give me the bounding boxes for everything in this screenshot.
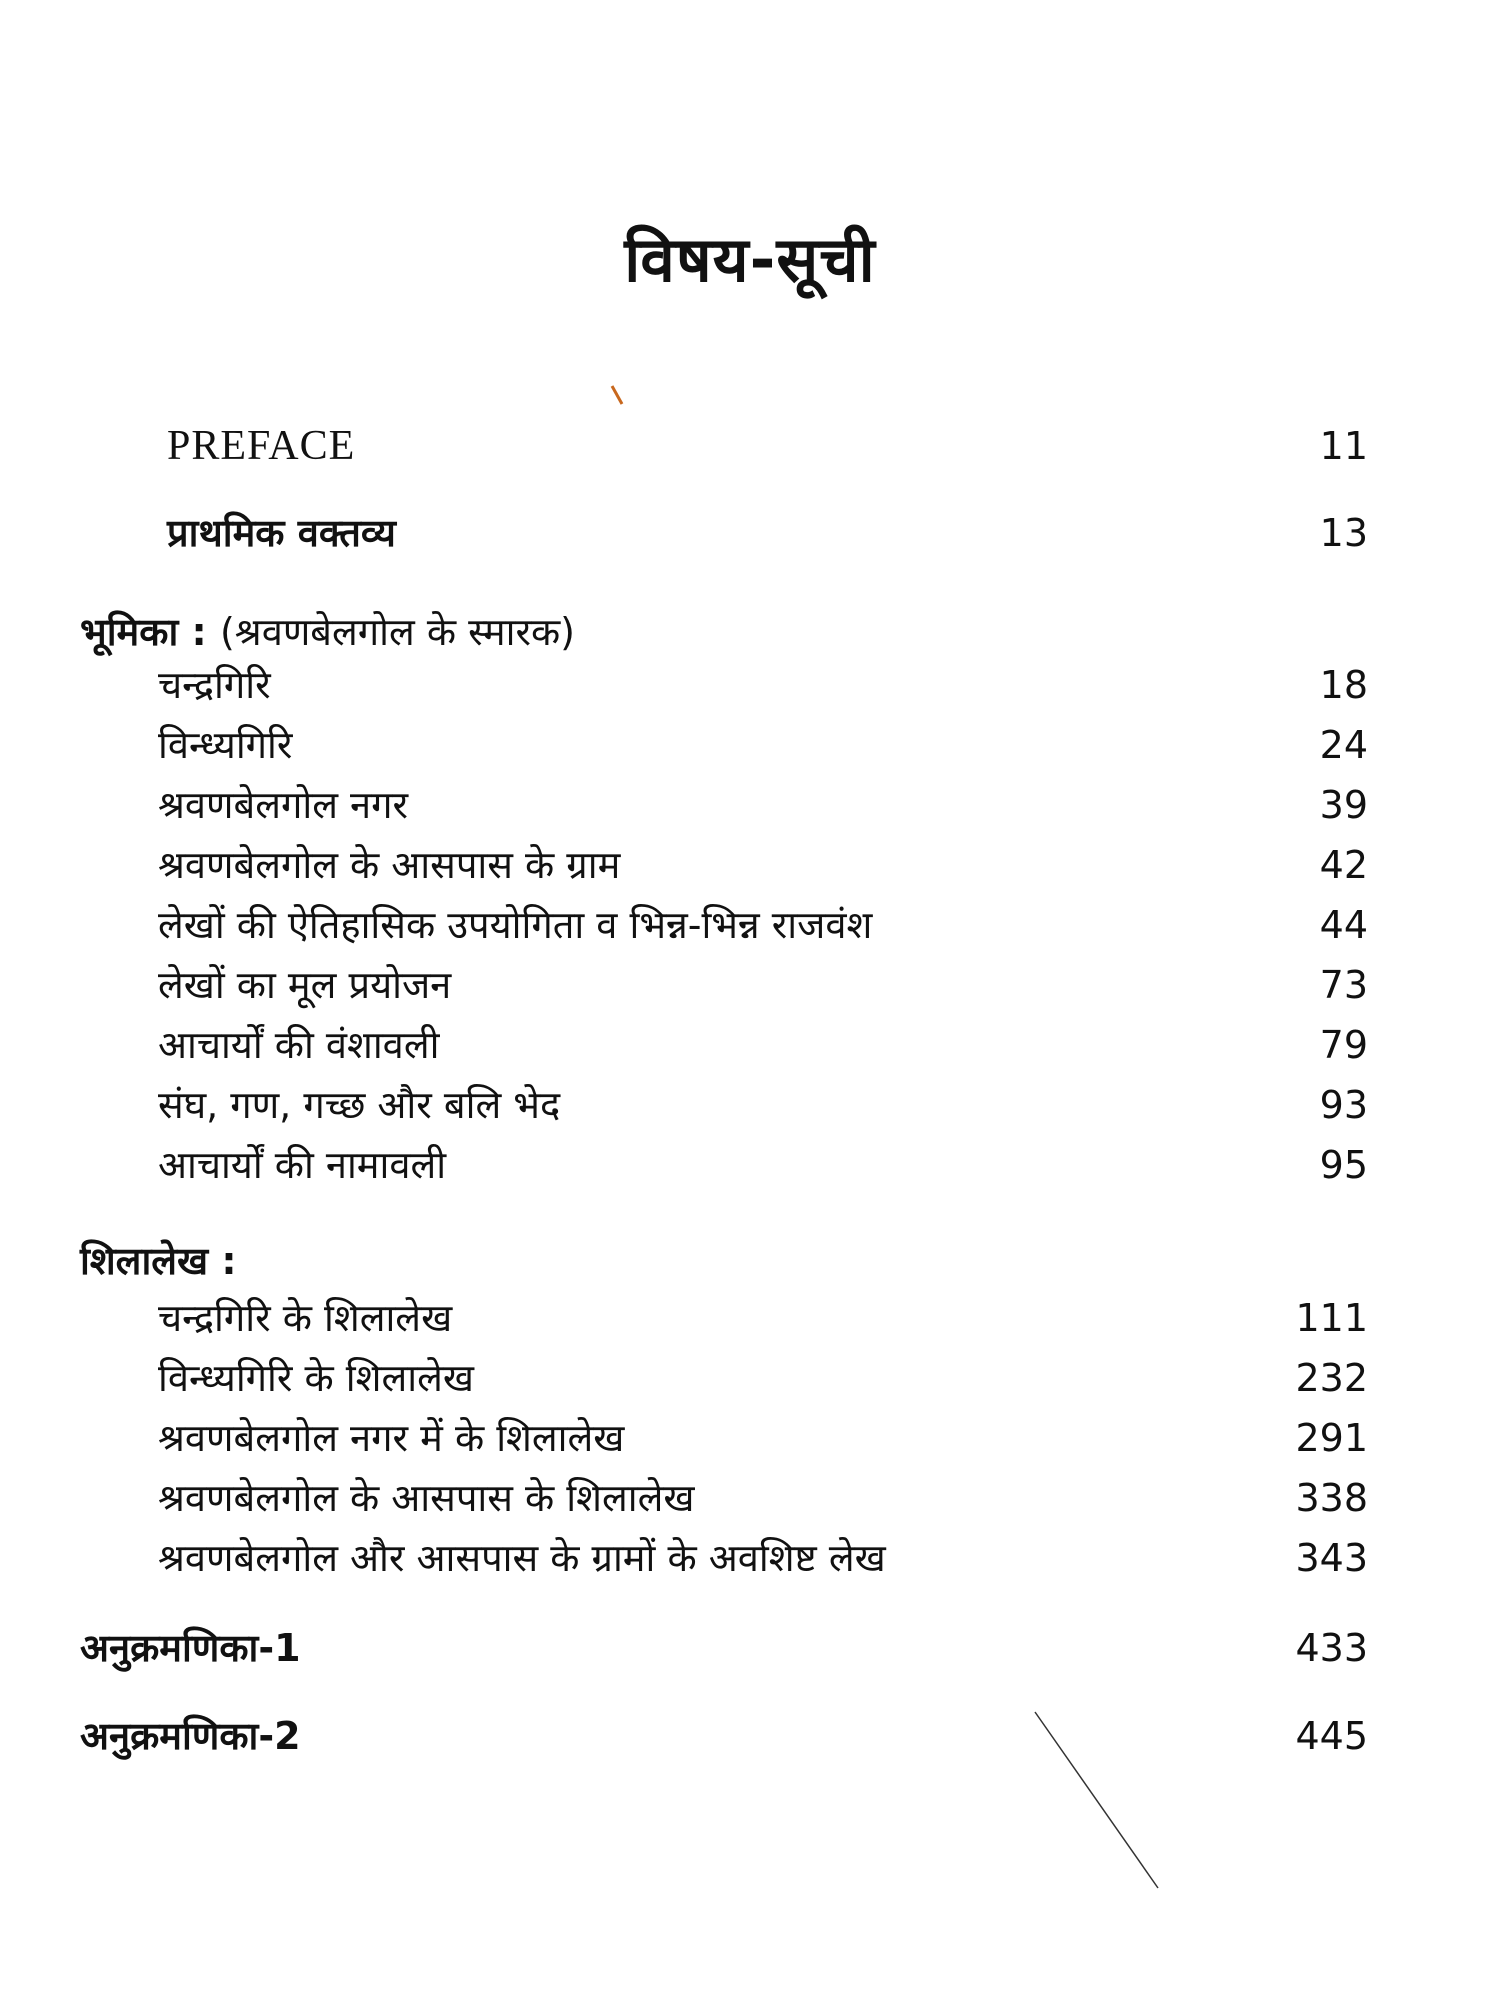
toc-entry-label: श्रवणबेलगोल के आसपास के शिलालेख <box>158 1476 695 1520</box>
toc-entry-label: चन्द्रगिरि के शिलालेख <box>158 1296 453 1340</box>
toc-entry[interactable] <box>0 1350 1500 1406</box>
toc-entry-page: 338 <box>1295 1476 1368 1520</box>
toc-entry[interactable] <box>0 1470 1500 1526</box>
toc-entry-preface[interactable] <box>0 418 1500 474</box>
toc-entry-label: आचार्यों की वंशावली <box>158 1023 440 1067</box>
toc-entry-page: 44 <box>1319 903 1368 947</box>
toc-entry-page: 11 <box>1319 424 1368 468</box>
toc-entry-label: श्रवणबेलगोल नगर <box>158 783 409 827</box>
toc-entry-label: प्राथमिक वक्तव्य <box>167 511 396 555</box>
toc-entry-page: 445 <box>1295 1714 1368 1758</box>
toc-entry-page: 93 <box>1319 1083 1368 1127</box>
toc-entry[interactable] <box>0 1290 1500 1346</box>
orange-tick-mark <box>612 386 622 404</box>
toc-entry[interactable] <box>0 957 1500 1013</box>
toc-entry-label: विन्ध्यगिरि के शिलालेख <box>158 1356 474 1400</box>
toc-entry[interactable] <box>0 1530 1500 1586</box>
toc-entry-page: 18 <box>1319 663 1368 707</box>
toc-entry-label: श्रवणबेलगोल के आसपास के ग्राम <box>158 843 621 887</box>
toc-entry-label: लेखों का मूल प्रयोजन <box>158 963 452 1007</box>
page-title: विषय-सूची <box>624 223 876 296</box>
toc-entry[interactable] <box>0 777 1500 833</box>
toc-entry[interactable] <box>0 1017 1500 1073</box>
toc-entry-intro[interactable] <box>0 505 1500 561</box>
toc-entry-label: अनुक्रमणिका-2 <box>80 1714 301 1758</box>
toc-entry-page: 13 <box>1319 511 1368 555</box>
toc-entry-page: 343 <box>1295 1536 1368 1580</box>
toc-entry-label: श्रवणबेलगोल और आसपास के ग्रामों के अवशिष्ट लेख <box>158 1536 886 1580</box>
toc-entry-label: चन्द्रगिरि <box>158 663 271 707</box>
toc-entry-page: 433 <box>1295 1626 1368 1670</box>
toc-entry-page: 111 <box>1295 1296 1368 1340</box>
toc-entry[interactable] <box>0 1410 1500 1466</box>
toc-entry-page: 24 <box>1319 723 1368 767</box>
toc-entry-label: श्रवणबेलगोल नगर में के शिलालेख <box>158 1416 625 1460</box>
toc-entry-page: 232 <box>1295 1356 1368 1400</box>
toc-entry[interactable] <box>0 837 1500 893</box>
toc-entry[interactable] <box>0 657 1500 713</box>
toc-entry[interactable] <box>0 1077 1500 1133</box>
toc-entry-page: 291 <box>1295 1416 1368 1460</box>
toc-section-shilalekh <box>0 1233 1500 1289</box>
toc-entry-page: 39 <box>1319 783 1368 827</box>
toc-entry-page: 95 <box>1319 1143 1368 1187</box>
toc-entry-page: 79 <box>1319 1023 1368 1067</box>
toc-entry-label: लेखों की ऐतिहासिक उपयोगिता व भिन्न-भिन्न राजवंश <box>158 903 873 947</box>
toc-entry-label: विन्ध्यगिरि <box>158 723 293 767</box>
toc-entry-page: 73 <box>1319 963 1368 1007</box>
toc-entry-label: संघ, गण, गच्छ और बलि भेद <box>158 1083 561 1127</box>
toc-entry[interactable] <box>0 897 1500 953</box>
toc-entry-page: 42 <box>1319 843 1368 887</box>
toc-entry-label: आचार्यों की नामावली <box>158 1143 447 1187</box>
toc-entry[interactable] <box>0 717 1500 773</box>
toc-entry-label: अनुक्रमणिका-1 <box>80 1626 301 1670</box>
section-heading: भूमिका : <box>80 610 207 654</box>
toc-entry-label: PREFACE <box>167 423 356 469</box>
section-heading: शिलालेख : <box>80 1239 237 1283</box>
toc-entry-index-1[interactable] <box>0 1620 1500 1676</box>
section-subtitle: (श्रवणबेलगोल के स्मारक) <box>219 610 576 654</box>
toc-entry-index-2[interactable] <box>0 1708 1500 1764</box>
toc-entry[interactable] <box>0 1137 1500 1193</box>
toc-section-bhumika <box>0 604 1500 660</box>
